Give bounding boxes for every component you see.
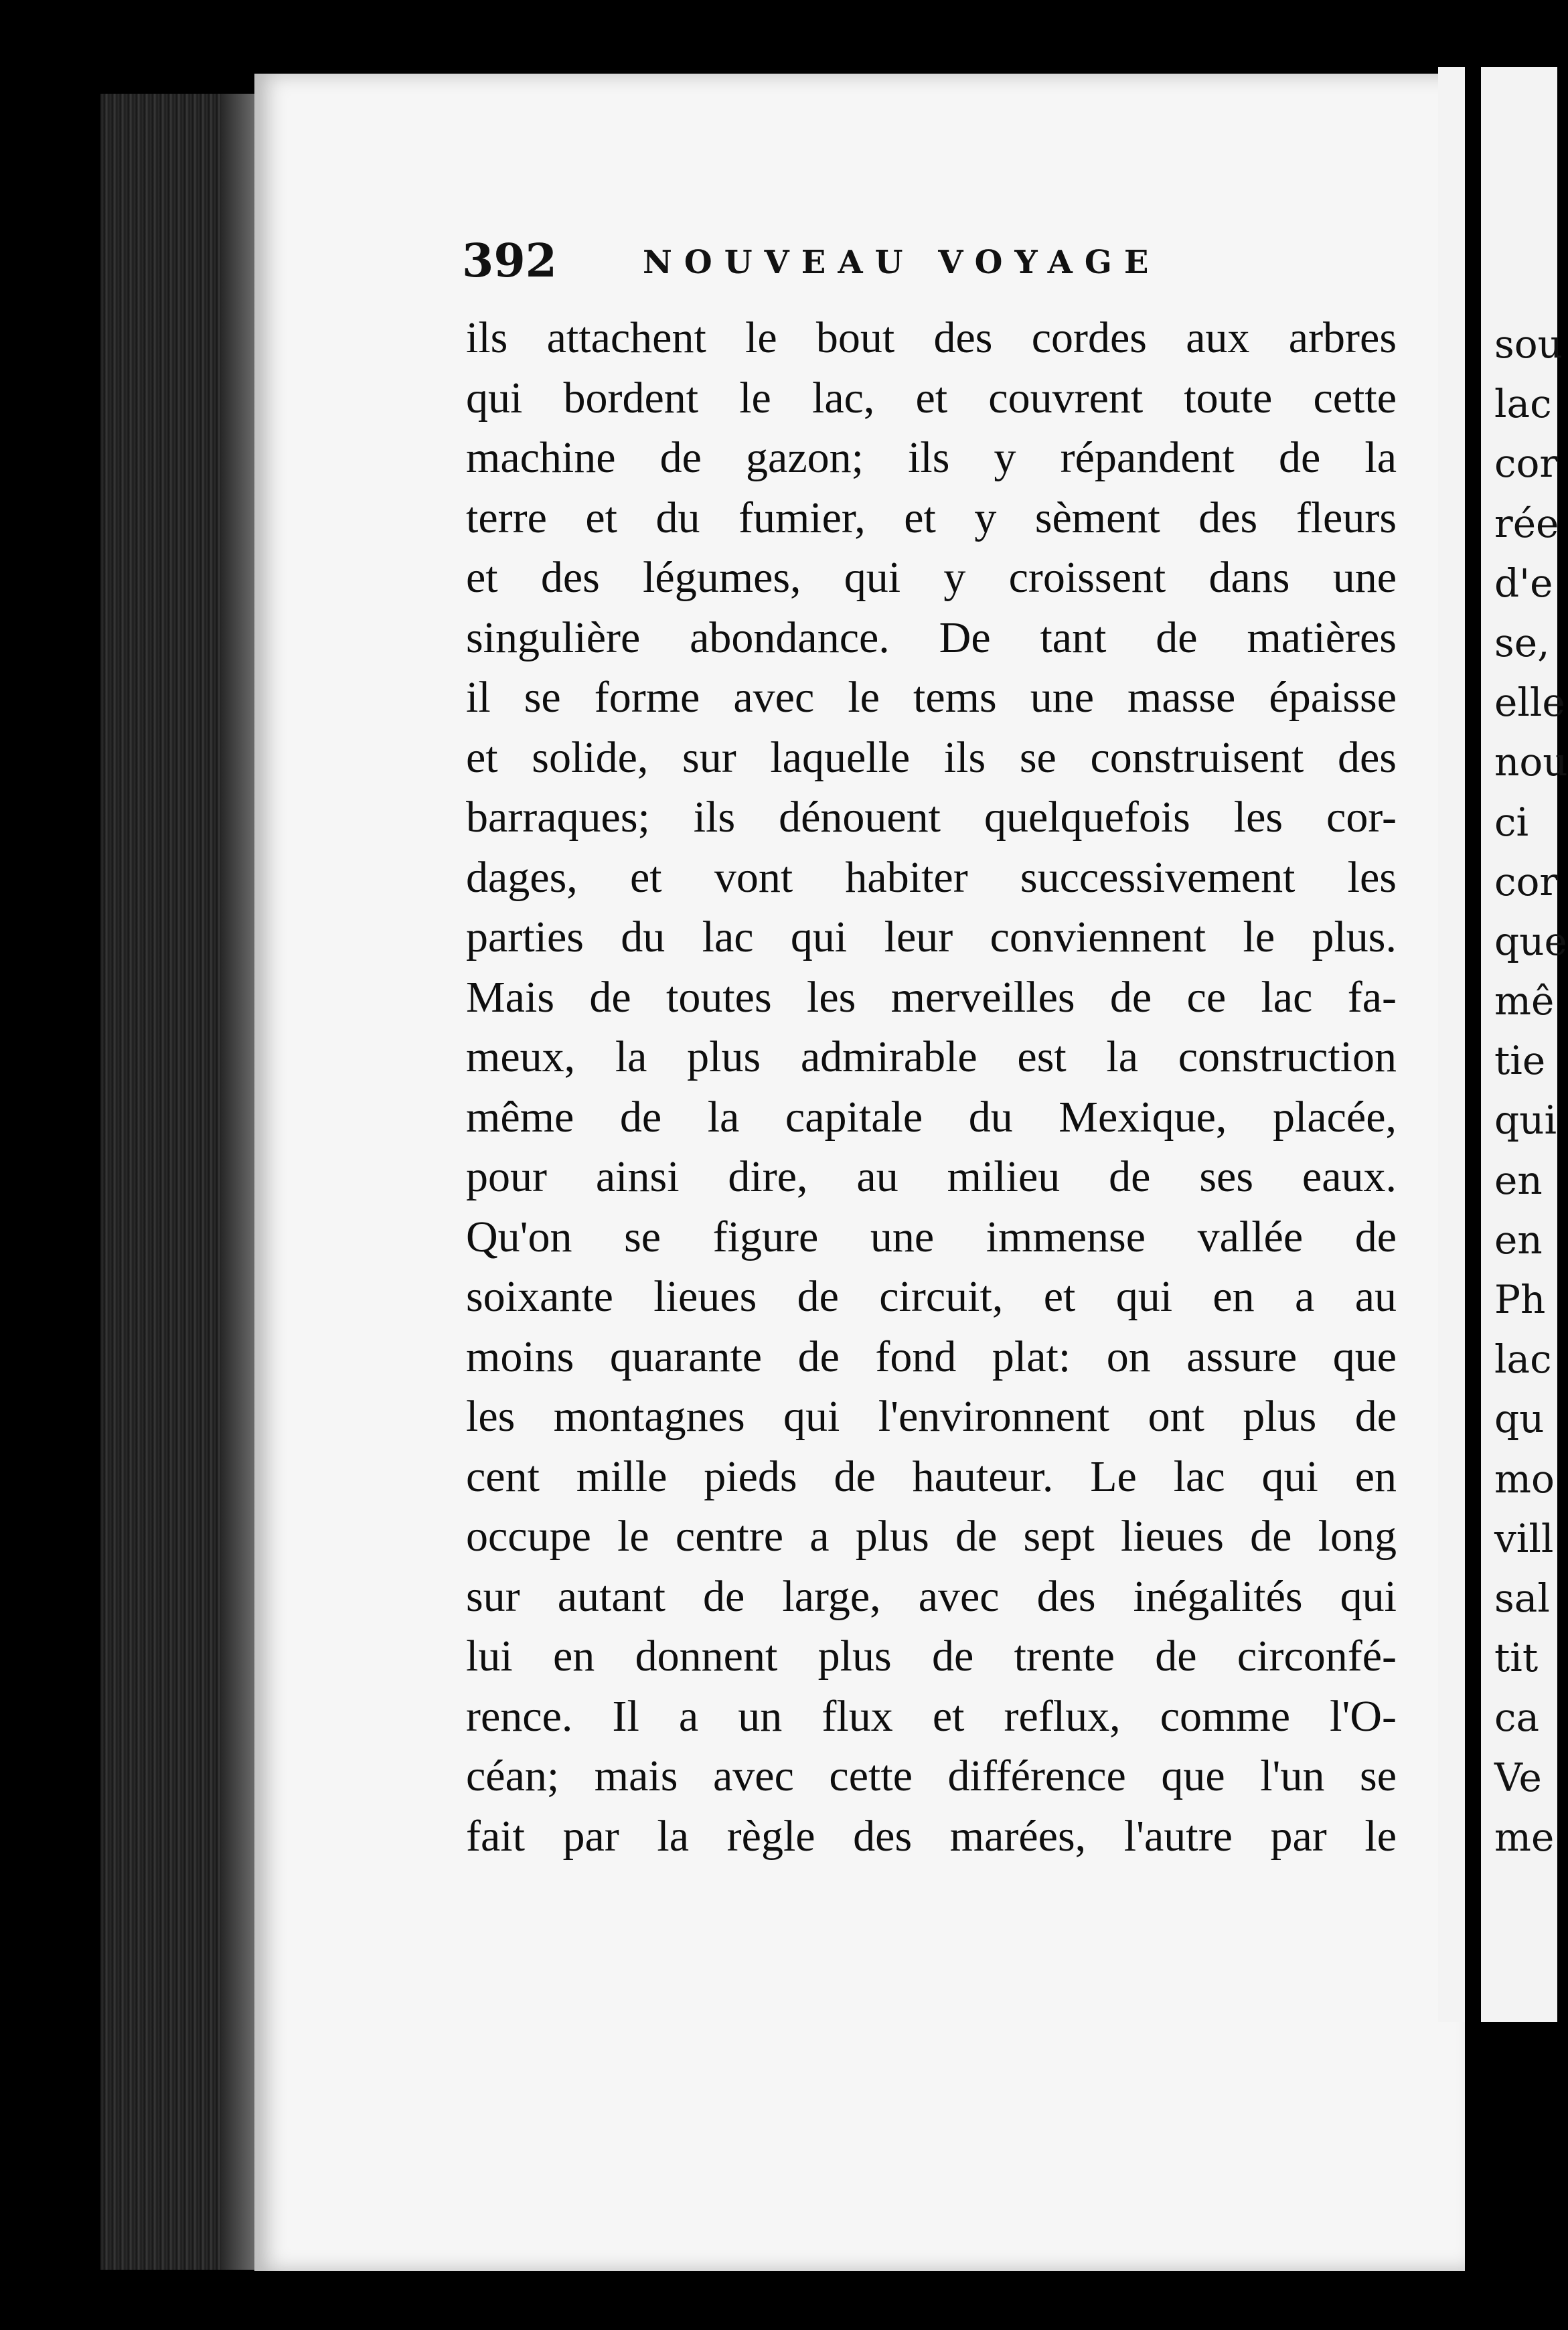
facing-line: mê bbox=[1494, 978, 1555, 1024]
facing-line: elle bbox=[1494, 680, 1565, 726]
text-line: même de la capitale du Mexique, placée, bbox=[466, 1092, 1397, 1142]
text-line: Qu'on se figure une immense vallée de bbox=[466, 1212, 1397, 1261]
text-line: Mais de toutes les merveilles de ce lac fa- bbox=[466, 972, 1397, 1022]
text-line: et solide, sur laquelle ils se construisent des bbox=[466, 732, 1397, 782]
text-line: occupe le centre a plus de sept lieues de long bbox=[466, 1512, 1397, 1561]
facing-line: vill bbox=[1494, 1515, 1554, 1561]
text-line: les montagnes qui l'environnent ont plus de bbox=[466, 1392, 1397, 1441]
facing-line: sou bbox=[1494, 321, 1563, 367]
facing-line: tie bbox=[1494, 1038, 1546, 1084]
facing-line: se, bbox=[1494, 619, 1550, 666]
facing-line: Ph bbox=[1494, 1277, 1546, 1322]
facing-line: rée bbox=[1494, 500, 1559, 546]
facing-line: d'e bbox=[1494, 560, 1553, 606]
facing-line: ci bbox=[1494, 799, 1529, 845]
facing-line: que bbox=[1494, 918, 1567, 964]
text-line: rence. Il a un flux et reflux, comme l'O- bbox=[466, 1691, 1397, 1741]
running-head bbox=[462, 234, 1399, 295]
facing-line: nou bbox=[1494, 739, 1568, 785]
facing-line: qui bbox=[1494, 1097, 1557, 1144]
facing-line: tit bbox=[1494, 1635, 1539, 1681]
facing-line: en bbox=[1494, 1217, 1543, 1263]
text-line: singulière abondance. De tant de matières bbox=[466, 613, 1397, 662]
text-line: moins quarante de fond plat: on assure que bbox=[466, 1332, 1397, 1381]
facing-line: cor bbox=[1494, 858, 1559, 905]
facing-line: me bbox=[1494, 1814, 1555, 1860]
body-text bbox=[466, 308, 1397, 1866]
facing-line: mo bbox=[1494, 1456, 1555, 1502]
text-line: cent mille pieds de hauteur. Le lac qui en bbox=[466, 1452, 1397, 1501]
text-line: barraques; ils dénouent quelquefois les cor- bbox=[466, 793, 1397, 842]
text-line: et des légumes, qui y croissent dans une bbox=[466, 553, 1397, 602]
text-line: céan; mais avec cette différence que l'un se bbox=[466, 1752, 1397, 1800]
facing-line: ca bbox=[1494, 1695, 1540, 1741]
page-number: 392 bbox=[462, 234, 557, 288]
text-line: machine de gazon; ils y répandent de la bbox=[466, 433, 1397, 482]
text-line: ils attachent le bout des cordes aux arbres bbox=[466, 313, 1397, 362]
text-line: qui bordent le lac, et couvrent toute cette bbox=[466, 373, 1397, 422]
text-line: meux, la plus admirable est la construction bbox=[466, 1032, 1397, 1081]
facing-page-text bbox=[1494, 315, 1568, 1867]
facing-line: lac bbox=[1494, 381, 1552, 427]
text-line: soixante lieues de circuit, et qui en a au bbox=[466, 1272, 1397, 1321]
text-line: lui en donnent plus de trente de circonfé- bbox=[466, 1632, 1397, 1681]
text-line: fait par la règle des marées, l'autre par le bbox=[466, 1811, 1397, 1861]
text-line: parties du lac qui leur conviennent le plus. bbox=[466, 913, 1397, 961]
running-head-title: NOUVEAU VOYAGE bbox=[643, 244, 1161, 281]
facing-line: sal bbox=[1494, 1575, 1550, 1621]
facing-line: en bbox=[1494, 1157, 1543, 1203]
text-line: pour ainsi dire, au milieu de ses eaux. bbox=[466, 1152, 1397, 1201]
text-line: il se forme avec le tems une masse épaisse bbox=[466, 673, 1397, 722]
facing-line: lac bbox=[1494, 1336, 1552, 1383]
gutter-shadow bbox=[1465, 67, 1481, 2022]
facing-line: qu bbox=[1494, 1396, 1545, 1442]
text-line: sur autant de large, avec des inégalités qui bbox=[466, 1571, 1397, 1621]
facing-line: Ve bbox=[1494, 1754, 1542, 1800]
text-line: dages, et vont habiter successivement les bbox=[466, 852, 1397, 902]
text-line: terre et du fumier, et y sèment des fleurs bbox=[466, 493, 1397, 542]
facing-line: cor bbox=[1494, 441, 1559, 487]
